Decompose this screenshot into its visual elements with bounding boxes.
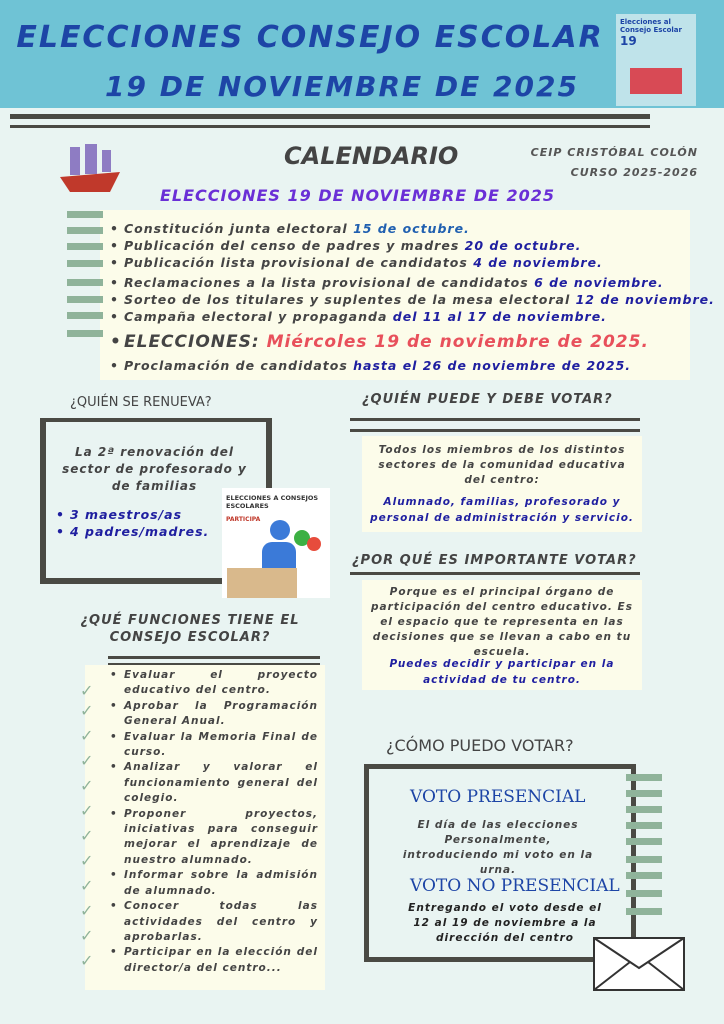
divider: [350, 572, 640, 577]
calendar-item: • Publicación lista provisional de candidatos 4 de noviembre.: [110, 254, 715, 271]
renueva-text: La 2ª renovación del sector de profesorado y de familias: [62, 445, 247, 493]
presencial-text: El día de las elecciones Personalmente, introduciendo mi voto en la urna.: [402, 819, 594, 876]
calendar-list: [110, 220, 715, 374]
calendar-item: • Proclamación de candidatos hasta el 26 de noviembre de 2025.: [110, 357, 715, 374]
list-item: • Aprobar la Programación General Anual.: [110, 699, 318, 730]
votar-highlight: Alumnado, familias, profesorado y personal de administración y servicio.: [370, 496, 634, 524]
list-item: • Conocer todas las actividades del centro y aprobarlas.: [110, 899, 318, 945]
votar-text: Todos los miembros de los distintos sectores de la comunidad educativa del centro:: [378, 444, 626, 486]
school-name: CEIP CRISTÓBAL COLÓN: [530, 146, 698, 159]
funciones-list: [110, 668, 318, 976]
calendar-item: • Publicación del censo de padres y madres 20 de octubre.: [110, 237, 715, 254]
ballot-box-icon: [630, 68, 682, 94]
calendar-item: • Reclamaciones a la lista provisional de candidatos 6 de noviembre.: [110, 274, 715, 291]
importante-highlight: Puedes decidir y participar en la actividad de tu centro.: [389, 658, 615, 686]
divider: [10, 114, 650, 128]
thumb-text: Elecciones al Consejo Escolar: [620, 18, 682, 34]
calendar-item: • Constitución junta electoral 15 de octubre.: [110, 220, 715, 237]
importante-heading: ¿POR QUÉ ES IMPORTANTE VOTAR?: [352, 553, 637, 568]
poster-thumbnail: [616, 14, 696, 106]
no-presencial-title: VOTO NO PRESENCIAL: [410, 876, 620, 896]
envelope-icon: [592, 936, 686, 996]
calendar-item: • Campaña electoral y propaganda del 11 al 17 de noviembre.: [110, 308, 715, 325]
list-item: • 3 maestros/as: [56, 506, 209, 523]
title-line1: ELECCIONES CONSEJO ESCOLAR: [16, 20, 604, 55]
calendar-subtitle: ELECCIONES 19 DE NOVIEMBRE DE 2025: [160, 186, 556, 205]
calendar-item-election: • ELECCIONES: Miércoles 19 de noviembre de 2025.: [110, 329, 715, 355]
list-item: • Evaluar el proyecto educativo del centro.: [110, 668, 318, 699]
list-item: • 4 padres/madres.: [56, 523, 209, 540]
votar-heading: ¿QUIÉN PUEDE Y DEBE VOTAR?: [362, 392, 613, 407]
ship-logo: [55, 142, 125, 197]
funciones-heading: ¿QUÉ FUNCIONES TIENE EL CONSEJO ESCOLAR?: [80, 613, 300, 645]
list-item: • Evaluar la Memoria Final de curso.: [110, 730, 318, 761]
title-line2: 19 DE NOVIEMBRE DE 2025: [105, 70, 579, 103]
course: CURSO 2025-2026: [570, 166, 698, 179]
thumb-date: 19: [620, 34, 637, 48]
no-presencial-text: Entregando el voto desde el 12 al 19 de noviembre a la dirección del centro: [408, 902, 602, 944]
como-heading: ¿CÓMO PUEDO VOTAR?: [386, 736, 574, 755]
calendar-item: • Sorteo de los titulares y suplentes de la mesa electoral 12 de noviembre.: [110, 291, 715, 308]
divider: [350, 418, 640, 432]
renueva-heading: ¿QUIÉN SE RENUEVA?: [70, 395, 212, 410]
elections-image: ELECCIONES A CONSEJOS ESCOLARES PARTICIPA: [222, 488, 330, 598]
presencial-title: VOTO PRESENCIAL: [410, 787, 586, 807]
list-item: • Informar sobre la admisión de alumnado.: [110, 868, 318, 899]
importante-text: Porque es el principal órgano de participación del centro educativo. Es el espacio que te representa en las decisiones que se llevan a cabo en tu escuela.: [371, 586, 633, 658]
renueva-list: [56, 506, 209, 540]
calendar-heading: CALENDARIO: [284, 142, 459, 170]
list-item: • Analizar y valorar el funcionamiento general del colegio.: [110, 760, 318, 806]
list-item: • Participar en la elección del director/a del centro...: [110, 945, 318, 976]
list-item: • Proponer proyectos, iniciativas para conseguir mejorar el aprendizaje de nuestro alumnado.: [110, 807, 318, 869]
